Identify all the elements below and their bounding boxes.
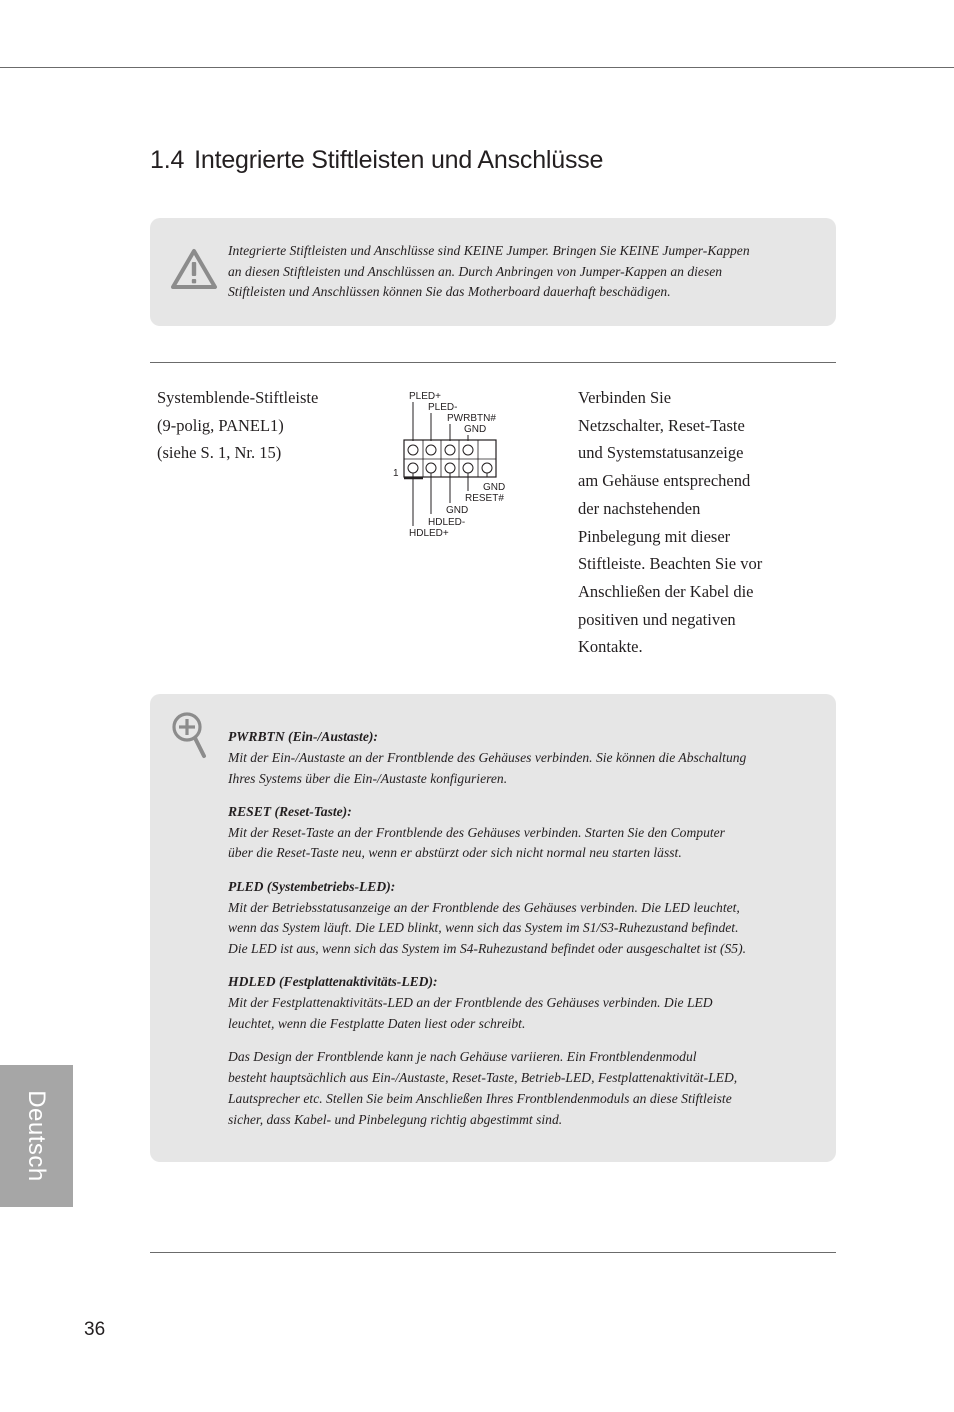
header-label-line: (siehe S. 1, Nr. 15) xyxy=(157,443,282,463)
note-item-pled xyxy=(228,877,798,960)
pin xyxy=(426,463,436,473)
description-line: positiven und negativen xyxy=(578,609,736,629)
panel1-pin-diagram xyxy=(386,386,536,546)
pin xyxy=(463,445,473,455)
pin-label-reset: RESET# xyxy=(465,493,504,504)
pin-header-body xyxy=(404,440,496,477)
section-number: 1.4 xyxy=(150,146,185,174)
pin-one-label: 1 xyxy=(393,468,399,479)
note-content xyxy=(228,727,798,1143)
warning-box xyxy=(150,218,836,326)
warning-line: Stiftleisten und Anschlüssen können Sie das Motherboard dauerhaft beschädigen. xyxy=(228,284,671,299)
note-closing-line: sicher, dass Kabel- und Pinbelegung richtig abgestimmt sind. xyxy=(228,1111,563,1127)
note-item-title: PWRBTN (Ein-/Austaste): xyxy=(228,729,378,744)
pin-label-pwrbtn: PWRBTN# xyxy=(447,413,496,424)
warning-line: Integrierte Stiftleisten und Anschlüsse sind KEINE Jumper. Bringen Sie KEINE Jumper-Kappen xyxy=(228,243,750,258)
header-label-line: (9-polig, PANEL1) xyxy=(157,415,284,435)
note-item-line: über die Reset-Taste neu, wenn er abstürzt oder sich nicht normal neu starten lässt. xyxy=(228,845,682,861)
note-item-hdled xyxy=(228,972,798,1034)
description-line: Kontakte. xyxy=(578,637,643,657)
language-tab-label: Deutsch xyxy=(23,1090,50,1182)
note-item-title: RESET (Reset-Taste): xyxy=(228,803,352,819)
pin-label-hdled-minus: HDLED- xyxy=(428,517,466,528)
pin xyxy=(445,445,455,455)
language-tab xyxy=(0,1065,73,1207)
section-title-text: Integrierte Stiftleisten und Anschlüsse xyxy=(194,146,604,174)
pin-label-pled-minus: PLED- xyxy=(428,402,458,413)
note-item-line: leuchtet, wenn die Festplatte Daten liest oder schreibt. xyxy=(228,1016,526,1032)
description-line: Pinbelegung mit dieser xyxy=(578,526,731,546)
header-description xyxy=(578,384,793,661)
note-closing-line: Das Design der Frontblende kann je nach Gehäuse variieren. Ein Frontblendenmodul xyxy=(228,1049,697,1065)
description-line: der nachstehenden xyxy=(578,498,701,518)
pin xyxy=(426,445,436,455)
description-line: Netzschalter, Reset-Taste xyxy=(578,415,745,435)
note-item-title: HDLED (Festplattenaktivitäts-LED): xyxy=(228,974,438,990)
pin-label-hdled-plus: HDLED+ xyxy=(409,528,449,539)
note-closing-line: Lautsprecher etc. Stellen Sie beim Anschließen Ihres Frontblendenmoduls an diese Stiftleiste xyxy=(228,1090,732,1106)
section-divider xyxy=(150,362,836,363)
header-label xyxy=(157,384,377,467)
description-line: Stiftleiste. Beachten Sie vor xyxy=(578,554,763,574)
header-label-line: Systemblende-Stiftleiste xyxy=(157,388,319,407)
note-closing xyxy=(228,1047,798,1130)
top-rule xyxy=(0,67,954,68)
warning-line: an diesen Stiftleisten und Anschlüssen an. Durch Anbringen von Jumper-Kappen an diesen xyxy=(228,263,723,279)
pin xyxy=(482,463,492,473)
bottom-rule xyxy=(150,1252,836,1253)
note-item-line: Mit der Ein-/Austaste an der Frontblende des Gehäuses verbinden. Sie können die Abschaltung xyxy=(228,749,747,765)
page-number: 36 xyxy=(84,1319,106,1340)
description-line: am Gehäuse entsprechend xyxy=(578,471,751,491)
pin-label-gnd-reset: GND xyxy=(483,482,506,493)
note-item-line: Mit der Festplattenaktivitäts-LED an der Frontblende des Gehäuses verbinden. Die LED xyxy=(228,995,713,1011)
note-closing-line: besteht hauptsächlich aus Ein-/Austaste, Reset-Taste, Betrieb-LED, Festplattenaktivität-LED, xyxy=(228,1070,738,1086)
description-line: und Systemstatusanzeige xyxy=(578,443,744,463)
note-item-title: PLED (Systembetriebs-LED): xyxy=(228,878,396,894)
note-item-line: Mit der Betriebsstatusanzeige an der Frontblende des Gehäuses verbinden. Die LED leuchtet, xyxy=(228,899,740,915)
note-item-pwrbtn xyxy=(228,727,798,789)
description-line: Anschließen der Kabel die xyxy=(578,581,754,601)
section-title xyxy=(150,146,603,175)
note-box xyxy=(150,694,836,1162)
note-item-line: Die LED ist aus, wenn sich das System im S4-Ruhezustand befindet oder ausgeschaltet ist (S5). xyxy=(228,941,747,957)
magnifier-plus-icon xyxy=(170,710,210,760)
pin-label-gnd-bottom: GND xyxy=(446,505,469,516)
description-line: Verbinden Sie xyxy=(578,388,672,407)
note-item-line: Ihres Systems über die Ein-/Austaste konfigurieren. xyxy=(228,770,508,786)
note-item-reset xyxy=(228,802,798,864)
pin-label-gnd-top: GND xyxy=(464,424,487,435)
note-item-line: wenn das System läuft. Die LED blinkt, wenn sich das System im S1/S3-Ruhezustand befindet. xyxy=(228,920,739,936)
warning-text xyxy=(228,241,798,303)
pin xyxy=(445,463,455,473)
pin-label-pled-plus: PLED+ xyxy=(409,391,441,402)
warning-triangle-icon xyxy=(170,247,218,291)
note-item-line: Mit der Reset-Taste an der Frontblende des Gehäuses verbinden. Starten Sie den Computer xyxy=(228,824,725,840)
pin xyxy=(463,463,473,473)
pin xyxy=(408,445,418,455)
pin xyxy=(408,463,418,473)
